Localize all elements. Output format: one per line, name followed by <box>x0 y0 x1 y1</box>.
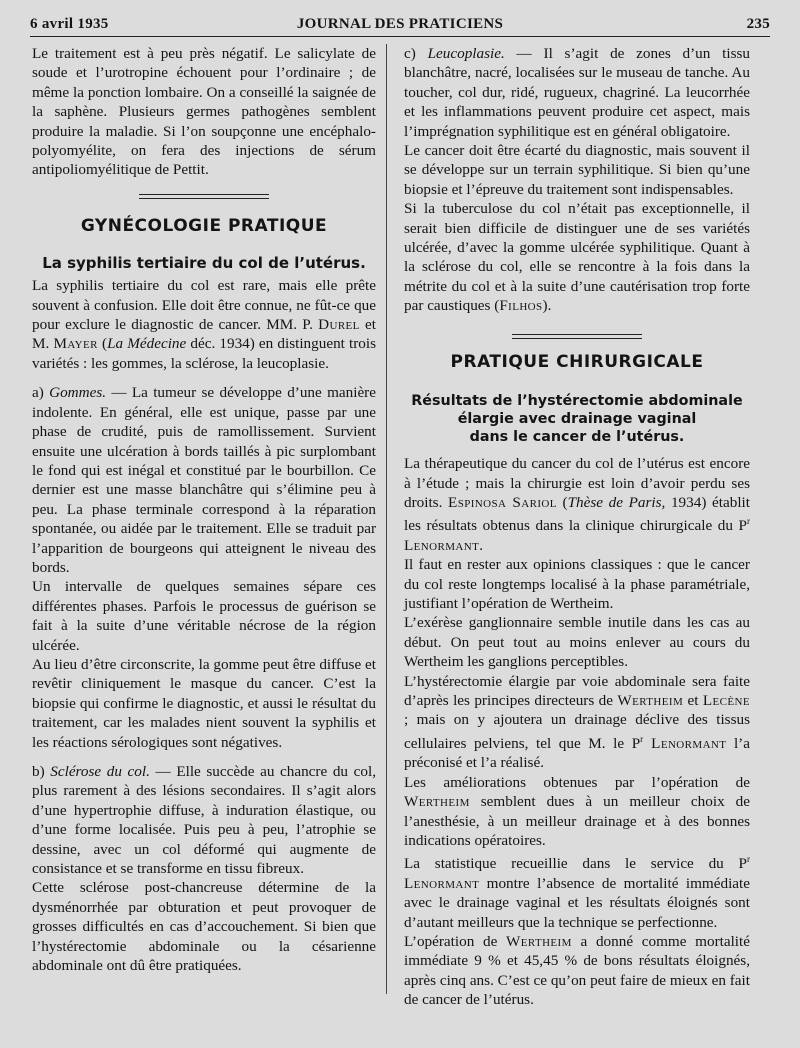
journal-citation: La Médecine <box>107 335 187 353</box>
left-column <box>32 44 376 975</box>
author-name: Mayer <box>53 335 98 353</box>
author-name: Durel <box>318 316 360 334</box>
paragraph: Si la tuberculose du col n’était pas exceptionnelle, il serait bien difficile de distinguer une de ses variétés ulcérée, d’avec la gomme ulcérée syphilitique. Quant à la sclérose du col, elle se rencontre à la fois dans la métrite du col et à la suite d’une cautérisation trop forte par caustiques (Filhos). <box>404 200 750 315</box>
author-name: Lenormant <box>643 734 727 752</box>
right-column <box>404 44 750 1010</box>
author-name: Wertheim <box>404 793 470 811</box>
section-separator <box>139 194 269 199</box>
author-name: Filhos <box>499 297 543 315</box>
article-title-hysterectomie: Résultats de l’hystérectomie abdominale élargie avec drainage vaginal dans le cancer de l’utérus. <box>411 393 743 446</box>
paragraph: L’opération de Wertheim a donné comme mortalité immédiate 9 % et 45,45 % de bons résultats éloignés, après cinq ans. C’est ce qu’on peut faire de mieux en fait de cancer de l’utérus. <box>404 933 750 1009</box>
page-number: 235 <box>746 16 770 32</box>
author-name: Lenormant <box>404 874 480 892</box>
paragraph: Le cancer doit être écarté du diagnostic, mais souvent il se développe sur un terrain syphilitique. Si bien qu’une biopsie et l’épreuve du traitement sont indispensables. <box>404 142 750 198</box>
column-divider <box>386 44 387 994</box>
paragraph: Les améliorations obtenues par l’opération de Wertheim semblent dues à un meilleur choix de l’anesthésie, à un meilleur drainage et à des bonnes indications opératoires. <box>404 773 750 849</box>
author-name: Wertheim <box>617 692 684 710</box>
paragraph: L’hystérectomie élargie par voie abdominale sera faite d’après les principes directeurs de Wertheim et Lecène ; mais on y ajoutera un drainage déclive des tissus cellulaires pelviens, tel que M. le $P^r$ Lenormant l’a préconisé et l’a réalisé. <box>404 672 750 772</box>
section-title-gynecologie: GYNÉCOLOGIE PRATIQUE <box>80 215 328 236</box>
paragraph-sclerose: b) Sclérose du col. — Elle succède au chancre du col, plus rarement à des lésions secondaires. Il s’agit alors d’une hypertrophie diffuse, à induration élastique, ou d’une forme localisée. Puis peu à peu, l’atrophie se dessine, avec un col déformé qui augmente de consistance et se transforme en tissu fibreux. <box>32 763 376 878</box>
article-title-syphilis: La syphilis tertiaire du col de l’utérus. <box>42 254 366 273</box>
section-separator <box>512 334 642 339</box>
intro-paragraph: Le traitement est à peu près négatif. Le salicylate de soude et l’urotropine échouent pour l’ordinaire ; de même la ponction lombaire. On a conseillé la saignée de la saphène. Plusieurs germes pathogènes semblent produire la maladie. Si l’on soupçonne une encéphalo-polyomyélite, on fera des injections de sérum antipoliomyélitique de Pettit. <box>32 45 376 179</box>
issue-date: 6 avril 1935 <box>30 16 109 32</box>
section-title-chirurgicale: PRATIQUE CHIRURGICALE <box>450 351 704 372</box>
page-header <box>30 10 770 37</box>
paragraph: L’exérèse ganglionnaire semble inutile dans les cas au début. On peut tout au moins enlever au cours du Wertheim les ganglions perceptibles. <box>404 614 750 671</box>
paragraph: Au lieu d’être circonscrite, la gomme peut être diffuse et revêtir cliniquement le masque du cancer. C’est la biopsie qui confirme le diagnostic, et aussi le résultat du traitement, car les malades nient souvent la syphilis et les réactions sérologiques sont négatives. <box>32 655 376 751</box>
paragraph: La thérapeutique du cancer du col de l’utérus est encore à l’étude ; mais la chirurgie est loin d’avoir perdu ses droits. Espinosa Sariol (Thèse de Paris, 1934) établit les résultats obtenus dans la clinique chirurgicale du $P^r$ Lenormant. <box>404 455 750 554</box>
paragraph: Il faut en rester aux opinions classiques : que le cancer du col reste longtemps localisé à la phase paramétriale, justifiant l’opération de Wertheim. <box>404 556 750 612</box>
paragraph: Un intervalle de quelques semaines sépare ces différentes phases. Parfois le processus de guérison se fait à la suite d’une véritable nécrose de la région ulcérée. <box>32 578 376 654</box>
author-name: Lecène <box>702 692 750 710</box>
paragraph-gommes: a) Gommes. — La tumeur se développe d’une manière indolente. En général, elle est unique, passe par une phase de crudité, puis de ramollissement. Survient ensuite une ulcération à bords taillés à pic surplombant le fond qui est inégal et constitué par le bourbillon. Ce dernier est une masse blanchâtre qui s’élimine peu à peu. La phase terminale correspond à la réparation spontanée, ou aidée par le traitement. Elle se traduit par l’apparition de bourgeons qui atteignent le niveau des bords. <box>32 384 376 576</box>
thesis-citation: Thèse de Paris, <box>567 493 666 511</box>
author-name: Lenormant <box>404 536 480 554</box>
paragraph: Cette sclérose post-chancreuse détermine de la dysménorrhée par obturation et peut provoquer de grosses difficultés en cas d’accouchement. Si bien que l’hystérectomie abdominale ou la césarienne abdominale ont dû être pratiquées. <box>32 879 376 975</box>
paragraph: La statistique recueillie dans le service du $P^r$ Lenormant montre l’absence de mortalité immédiate avec le drainage vaginal et les résultats éloignés sont d’autant meilleurs que la technique se perfectionne. <box>404 854 750 931</box>
paragraph-leucoplasie: c) Leucoplasie. — Il s’agit de zones d’un tissu blanchâtre, nacré, localisées sur le museau de tanche. Au toucher, col dur, ridé, rugueux, chagriné. La leucorrhée et les inflammations peuvent produire cet aspect, mais l’imprégnation syphilitique est en général obligatoire. <box>404 45 750 140</box>
author-name: Espinosa Sariol <box>448 493 557 511</box>
paragraph: La syphilis tertiaire du col est rare, mais elle prête souvent à confusion. Elle doit être connue, ne fût-ce que pour exclure le diagnostic de cancer. MM. P. Durel et M. Mayer (La Médecine déc. 1934) en distinguent trois variétés : les gommes, la sclérose, la leucoplasie. <box>32 277 377 372</box>
journal-title: JOURNAL DES PRATICIENS <box>296 16 504 32</box>
author-name: Wertheim <box>506 933 572 951</box>
